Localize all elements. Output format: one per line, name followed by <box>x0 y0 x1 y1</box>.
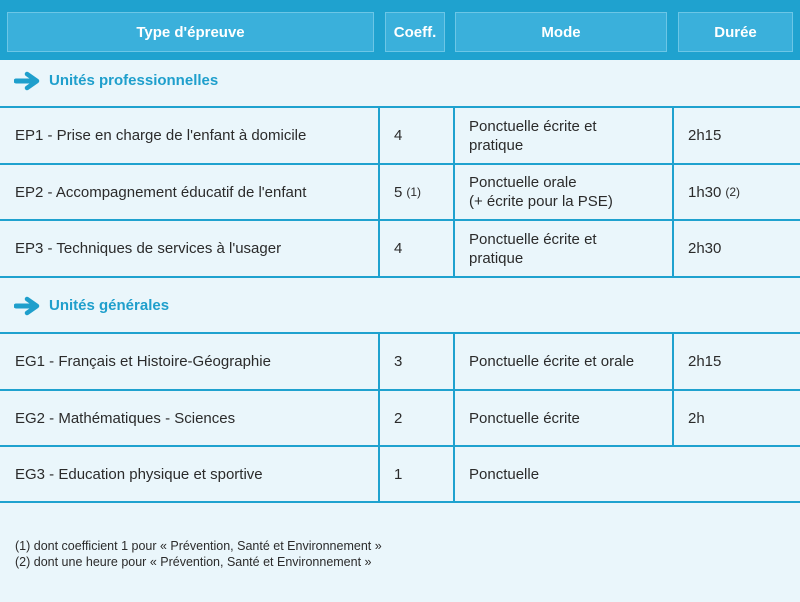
table-row-mode: Ponctuelle <box>469 465 540 483</box>
table-row-coeff: 4 <box>394 240 403 257</box>
table-row-type: EP1 - Prise en charge de l'enfant à domicile <box>15 127 307 144</box>
table-row-duree: 2h15 <box>688 127 722 144</box>
table-row-coeff: 4 <box>394 127 403 144</box>
footnote-ref: (2) <box>725 184 741 199</box>
table-row-coeff: 1 <box>394 465 403 483</box>
header-mode: Mode <box>455 12 667 52</box>
section-gen-header <box>0 283 800 329</box>
table-row-type: EP3 - Techniques de services à l'usager <box>15 240 282 257</box>
table-row-duree: 2h30 <box>688 240 722 257</box>
table-row-duree: 2h <box>688 409 705 427</box>
header-type: Type d'épreuve <box>7 12 374 52</box>
table-row-mode: Ponctuelle écrite et pratique <box>469 230 597 267</box>
table-row-type: EG1 - Français et Histoire-Géographie <box>15 353 271 370</box>
header-duree: Durée <box>678 12 793 52</box>
table-row-type: EP2 - Accompagnement éducatif de l'enfant <box>15 183 307 201</box>
arrow-right-icon <box>14 296 40 316</box>
divider <box>672 332 674 446</box>
divider <box>0 276 800 278</box>
table-row-mode: Ponctuelle écrite et orale <box>469 353 635 370</box>
divider <box>378 332 380 503</box>
footnote-1: (1) dont coefficient 1 pour « Prévention, Santé et Environnement » <box>15 539 382 553</box>
footnote-2: (2) dont une heure pour « Prévention, Santé et Environnement » <box>15 555 372 569</box>
divider <box>672 106 674 278</box>
footnote-ref: (1) <box>406 184 422 199</box>
divider <box>378 106 380 278</box>
table-row-coeff: 2 <box>394 409 403 427</box>
table-row-duree: 2h15 <box>688 353 722 370</box>
table-header <box>0 0 800 60</box>
table-row-mode: Ponctuelle écrite et pratique <box>469 117 597 154</box>
section-pro-header <box>0 58 800 104</box>
table-row-mode: Ponctuelle écrite <box>469 409 580 427</box>
divider <box>453 106 455 278</box>
section-title: Unités professionnelles <box>49 72 219 89</box>
table-row-mode: Ponctuelle orale (+ écrite pour la PSE) <box>469 174 613 210</box>
header-coeff: Coeff. <box>385 12 445 52</box>
table-row-duree: 1h30 (2) <box>688 183 741 201</box>
table-row-type: EG3 - Education physique et sportive <box>15 465 263 483</box>
table-row-type: EG2 - Mathématiques - Sciences <box>15 409 236 427</box>
divider <box>0 501 800 503</box>
section-title: Unités générales <box>49 297 170 314</box>
arrow-right-icon <box>14 71 40 91</box>
divider <box>453 332 455 503</box>
footnotes <box>15 538 382 570</box>
table-row-coeff: 5 (1) <box>394 183 422 201</box>
table-row-coeff: 3 <box>394 353 403 370</box>
